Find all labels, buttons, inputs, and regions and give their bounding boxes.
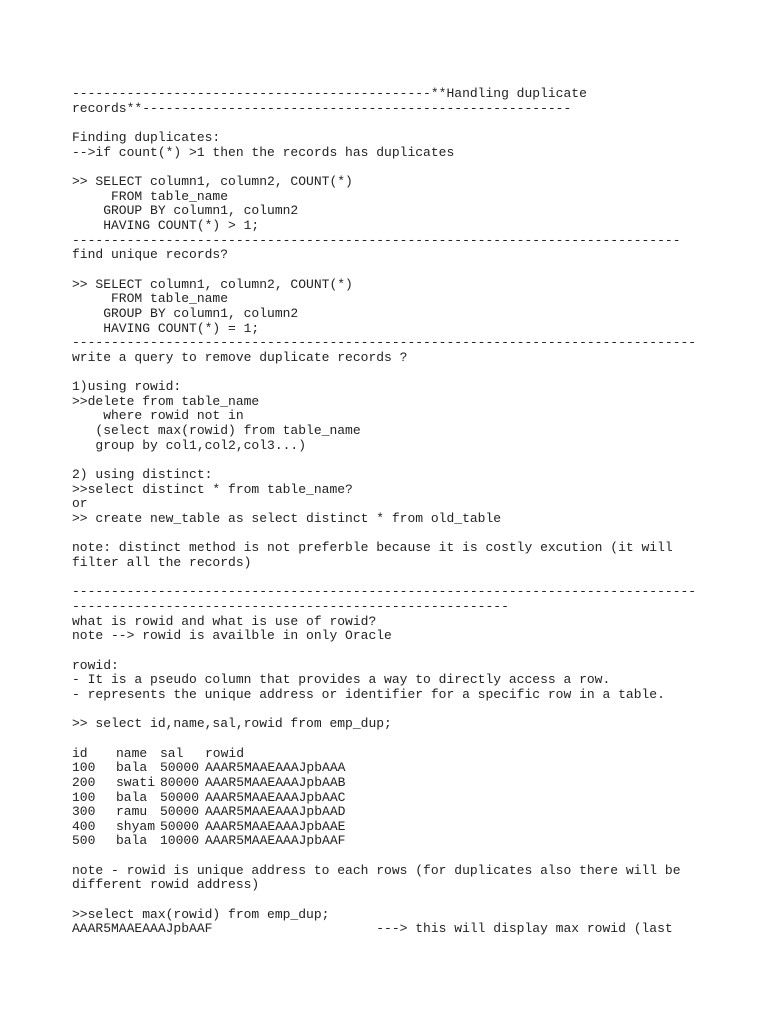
text-line: different rowid address) bbox=[72, 877, 260, 893]
text-line: >>select max(rowid) from emp_dup; bbox=[72, 906, 330, 922]
table-row bbox=[72, 761, 762, 776]
text-line: >> create new_table as select distinct * from old_table bbox=[72, 511, 502, 527]
text-line: note --> rowid is availble in only Oracle bbox=[72, 628, 392, 644]
table-row bbox=[72, 791, 762, 806]
text-line: or bbox=[72, 496, 88, 512]
text-line: -------------------------------------------------------------------------------- bbox=[72, 335, 697, 351]
text-line: >>select distinct * from table_name? bbox=[72, 481, 353, 497]
column-header-rowid: rowid bbox=[205, 745, 245, 761]
text-line bbox=[72, 571, 762, 586]
cell-rowid: AAAR5MAAEAAAJpbAAF bbox=[205, 833, 346, 849]
emp-dup-table bbox=[72, 747, 762, 850]
text-line bbox=[72, 849, 762, 864]
cell-sal: 50000 bbox=[160, 804, 200, 820]
document-text-after-table bbox=[72, 849, 762, 937]
text-line: -->if count(*) >1 then the records has duplicates bbox=[72, 144, 455, 160]
text-line: FROM table_name bbox=[72, 291, 229, 307]
cell-name: bala bbox=[116, 760, 148, 776]
cell-rowid: AAAR5MAAEAAAJpbAAB bbox=[205, 774, 346, 790]
table-header-row bbox=[72, 747, 762, 762]
text-line: - It is a pseudo column that provides a way to directly access a row. bbox=[72, 672, 611, 688]
cell-name: ramu bbox=[116, 804, 148, 820]
column-header-id: id bbox=[72, 745, 88, 761]
text-line: >> SELECT column1, column2, COUNT(*) bbox=[72, 173, 353, 189]
text-line: GROUP BY column1, column2 bbox=[72, 305, 299, 321]
cell-id: 400 bbox=[72, 818, 96, 834]
text-line: ----------------------------------------------**Handling duplicate bbox=[72, 86, 587, 101]
cell-name: bala bbox=[116, 789, 148, 805]
text-line: where rowid not in bbox=[72, 408, 244, 424]
text-line bbox=[72, 527, 762, 542]
text-line: -------------------------------------------------------------------------------- bbox=[72, 584, 697, 600]
text-line: HAVING COUNT(*) = 1; bbox=[72, 320, 260, 336]
text-line: group by col1,col2,col3...) bbox=[72, 437, 307, 453]
table-row bbox=[72, 820, 762, 835]
cell-sal: 10000 bbox=[160, 833, 200, 849]
text-line bbox=[72, 644, 762, 659]
text-line: records**------------------------------------------------------- bbox=[72, 100, 572, 116]
text-line: Finding duplicates: bbox=[72, 129, 221, 145]
text-line bbox=[72, 703, 762, 718]
cell-name: shyam bbox=[116, 818, 156, 834]
cell-id: 500 bbox=[72, 833, 96, 849]
cell-rowid: AAAR5MAAEAAAJpbAAD bbox=[205, 804, 346, 820]
text-line: FROM table_name bbox=[72, 188, 229, 204]
text-line: 1)using rowid: bbox=[72, 379, 182, 395]
text-line bbox=[72, 732, 762, 747]
text-line: AAAR5MAAEAAAJpbAAF ---> this will display max rowid (last bbox=[72, 921, 673, 937]
text-line: 2) using distinct: bbox=[72, 467, 213, 483]
text-line: -------------------------------------------------------- bbox=[72, 598, 509, 614]
cell-id: 100 bbox=[72, 760, 96, 776]
document-page bbox=[72, 87, 762, 937]
cell-rowid: AAAR5MAAEAAAJpbAAA bbox=[205, 760, 346, 776]
cell-rowid: AAAR5MAAEAAAJpbAAC bbox=[205, 789, 346, 805]
cell-id: 300 bbox=[72, 804, 96, 820]
document-text-before-table bbox=[72, 87, 762, 747]
cell-name: bala bbox=[116, 833, 148, 849]
cell-name: swati bbox=[116, 774, 156, 790]
text-line bbox=[72, 893, 762, 908]
text-line: what is rowid and what is use of rowid? bbox=[72, 613, 377, 629]
text-line: rowid: bbox=[72, 657, 119, 673]
text-line: note: distinct method is not preferble because it is costly excution (it will bbox=[72, 540, 673, 556]
text-line: write a query to remove duplicate records ? bbox=[72, 349, 408, 365]
cell-id: 100 bbox=[72, 789, 96, 805]
cell-sal: 50000 bbox=[160, 789, 200, 805]
cell-rowid: AAAR5MAAEAAAJpbAAE bbox=[205, 818, 346, 834]
text-line: ------------------------------------------------------------------------------ bbox=[72, 232, 681, 248]
text-line: >> SELECT column1, column2, COUNT(*) bbox=[72, 276, 353, 292]
table-row bbox=[72, 776, 762, 791]
table-row bbox=[72, 834, 762, 849]
text-line: HAVING COUNT(*) > 1; bbox=[72, 217, 260, 233]
cell-id: 200 bbox=[72, 774, 96, 790]
text-line: (select max(rowid) from table_name bbox=[72, 423, 361, 439]
text-line: - represents the unique address or identifier for a specific row in a table. bbox=[72, 686, 665, 702]
column-header-name: name bbox=[116, 745, 148, 761]
text-line bbox=[72, 365, 762, 380]
cell-sal: 80000 bbox=[160, 774, 200, 790]
text-line: note - rowid is unique address to each rows (for duplicates also there will be bbox=[72, 862, 681, 878]
cell-sal: 50000 bbox=[160, 818, 200, 834]
text-line: >> select id,name,sal,rowid from emp_dup; bbox=[72, 716, 392, 732]
text-line: filter all the records) bbox=[72, 555, 252, 570]
text-line: GROUP BY column1, column2 bbox=[72, 203, 299, 219]
text-line: find unique records? bbox=[72, 247, 229, 263]
text-line: >>delete from table_name bbox=[72, 393, 260, 409]
text-line bbox=[72, 263, 762, 278]
text-line bbox=[72, 116, 762, 131]
text-line bbox=[72, 453, 762, 468]
table-row bbox=[72, 805, 762, 820]
column-header-sal: sal bbox=[160, 745, 184, 761]
cell-sal: 50000 bbox=[160, 760, 200, 776]
text-line bbox=[72, 160, 762, 175]
